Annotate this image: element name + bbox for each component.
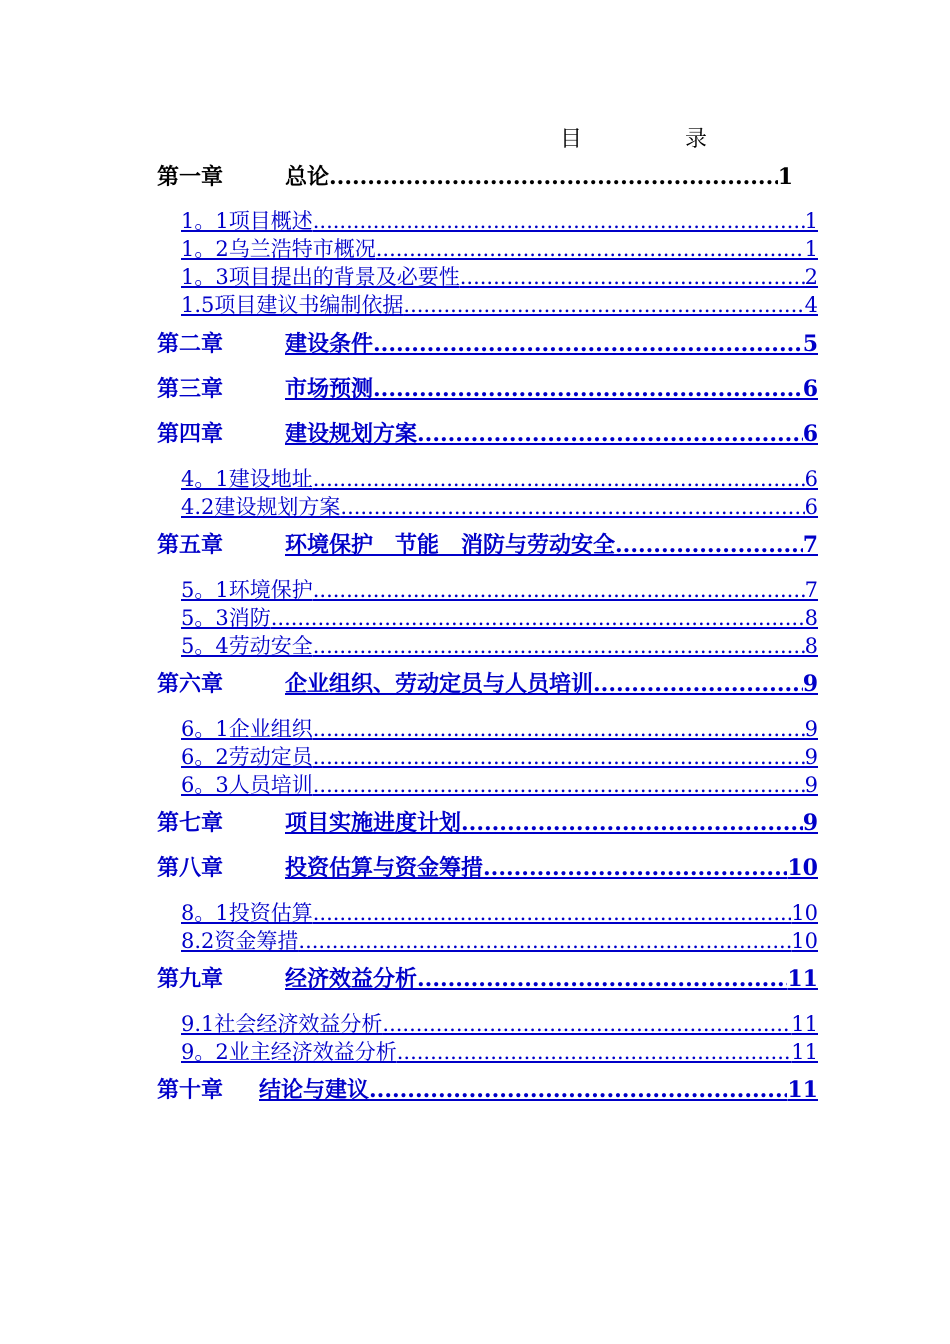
page-number: 9	[804, 717, 818, 741]
toc-section-5-1[interactable]	[181, 574, 818, 604]
page-number: 7	[802, 532, 818, 558]
dot-leader	[397, 1040, 792, 1064]
section-title: 1。1项目概述	[181, 209, 313, 233]
chapter-title: 经济效益分析	[285, 966, 418, 992]
toc-section-6-2[interactable]	[181, 741, 818, 771]
chapter-number: 第七章	[157, 810, 224, 836]
toc-section-1-3[interactable]	[181, 261, 818, 291]
page-number: 11	[791, 1040, 818, 1064]
dot-leader	[373, 376, 803, 402]
page-number: 4	[804, 293, 818, 317]
section-title: 9。2业主经济效益分析	[181, 1040, 397, 1064]
chapter-title: 投资估算与资金筹措	[285, 855, 484, 881]
dot-leader	[340, 495, 804, 519]
chapter-title: 项目实施进度计划	[285, 810, 462, 836]
dot-leader	[417, 966, 787, 992]
dot-leader	[461, 810, 803, 836]
dot-leader	[376, 237, 805, 261]
chapter-number: 第十章	[157, 1077, 224, 1103]
toc-section-4-2[interactable]	[181, 491, 818, 521]
toc-chapter-7[interactable]	[157, 806, 818, 837]
page-number: 10	[791, 929, 818, 953]
chapter-title: 总论	[285, 164, 330, 190]
dot-leader	[593, 671, 803, 697]
page-number: 9	[804, 745, 818, 769]
section-title: 1。2乌兰浩特市概况	[181, 237, 376, 261]
section-title: 5。3消防	[181, 606, 271, 630]
page-number: 11	[787, 966, 818, 992]
toc-section-1-5[interactable]	[181, 289, 818, 319]
dot-leader	[313, 717, 805, 741]
page-number: 10	[791, 901, 818, 925]
page-number: 1	[804, 237, 818, 261]
toc-chapter-2[interactable]	[157, 327, 818, 358]
dot-leader	[298, 929, 791, 953]
page-number: 11	[787, 1077, 818, 1103]
toc-section-9-2[interactable]	[181, 1036, 818, 1066]
page-number: 6	[804, 495, 818, 519]
toc-section-8-1[interactable]	[181, 897, 818, 927]
section-title: 8。1投资估算	[181, 901, 313, 925]
toc-section-8-2[interactable]	[181, 925, 818, 955]
page-number: 8	[804, 606, 818, 630]
toc-chapter-10[interactable]	[157, 1073, 818, 1104]
page-number: 8	[804, 634, 818, 658]
toc-chapter-5[interactable]	[157, 528, 818, 559]
toc-chapter-1[interactable]	[157, 160, 793, 191]
dot-leader	[313, 745, 805, 769]
dot-leader	[373, 331, 803, 357]
section-title: 9.1社会经济效益分析	[181, 1012, 383, 1036]
page-number: 5	[802, 331, 818, 357]
section-title: 6。1企业组织	[181, 717, 313, 741]
toc-chapter-4[interactable]	[157, 417, 818, 448]
page-number: 6	[802, 421, 818, 447]
chapter-number: 第四章	[157, 421, 224, 447]
page-number: 1	[804, 209, 818, 233]
section-title: 6。2劳动定员	[181, 745, 313, 769]
dot-leader	[271, 606, 805, 630]
toc-section-5-4[interactable]	[181, 630, 818, 660]
section-title: 6。3人员培训	[181, 773, 313, 797]
dot-leader	[313, 467, 805, 491]
dot-leader	[313, 209, 805, 233]
page-number: 6	[802, 376, 818, 402]
dot-leader	[382, 1012, 791, 1036]
section-title: 5。4劳动安全	[181, 634, 313, 658]
dot-leader	[313, 773, 805, 797]
page-number: 11	[791, 1012, 818, 1036]
chapter-title: 市场预测	[285, 376, 374, 402]
dot-leader	[615, 532, 803, 558]
section-title: 5。1环境保护	[181, 578, 313, 602]
section-title: 1。3项目提出的背景及必要性	[181, 265, 460, 289]
toc-chapter-9[interactable]	[157, 962, 818, 993]
chapter-number: 第五章	[157, 532, 224, 558]
dot-leader	[329, 164, 778, 190]
section-title: 4。1建设地址	[181, 467, 313, 491]
toc-section-6-3[interactable]	[181, 769, 818, 799]
page-number: 1	[777, 164, 793, 190]
toc-section-1-2[interactable]	[181, 233, 818, 263]
chapter-title: 建设条件	[285, 331, 374, 357]
section-title: 8.2资金筹措	[181, 929, 299, 953]
page-number: 9	[802, 810, 818, 836]
chapter-number: 第三章	[157, 376, 224, 402]
toc-section-1-1[interactable]	[181, 205, 818, 235]
chapter-title: 企业组织、劳动定员与人员培训	[285, 671, 594, 697]
page-number: 9	[802, 671, 818, 697]
dot-leader	[417, 421, 803, 447]
chapter-number: 第九章	[157, 966, 224, 992]
toc-title: 目 录	[560, 127, 755, 152]
dot-leader	[483, 855, 787, 881]
chapter-number: 第八章	[157, 855, 224, 881]
chapter-title: 建设规划方案	[285, 421, 418, 447]
chapter-number: 第六章	[157, 671, 224, 697]
dot-leader	[313, 634, 805, 658]
dot-leader	[403, 293, 804, 317]
toc-chapter-8[interactable]	[157, 851, 818, 882]
page-number: 9	[804, 773, 818, 797]
chapter-title: 结论与建议	[259, 1077, 370, 1103]
chapter-title: 环境保护 节能 消防与劳动安全	[285, 532, 616, 558]
page-number: 6	[804, 467, 818, 491]
page-number: 10	[787, 855, 818, 881]
chapter-number: 第一章	[157, 164, 224, 190]
toc-chapter-6[interactable]	[157, 667, 818, 698]
dot-leader	[460, 265, 805, 289]
toc-section-5-3[interactable]	[181, 602, 818, 632]
toc-section-9-1[interactable]	[181, 1008, 818, 1038]
toc-section-6-1[interactable]	[181, 713, 818, 743]
dot-leader	[369, 1077, 787, 1103]
dot-leader	[313, 901, 792, 925]
toc-section-4-1[interactable]	[181, 463, 818, 493]
page-number: 2	[804, 265, 818, 289]
section-title: 4.2建设规划方案	[181, 495, 341, 519]
chapter-number: 第二章	[157, 331, 224, 357]
page-number: 7	[804, 578, 818, 602]
section-title: 1.5项目建议书编制依据	[181, 293, 404, 317]
toc-chapter-3[interactable]	[157, 372, 818, 403]
dot-leader	[313, 578, 805, 602]
